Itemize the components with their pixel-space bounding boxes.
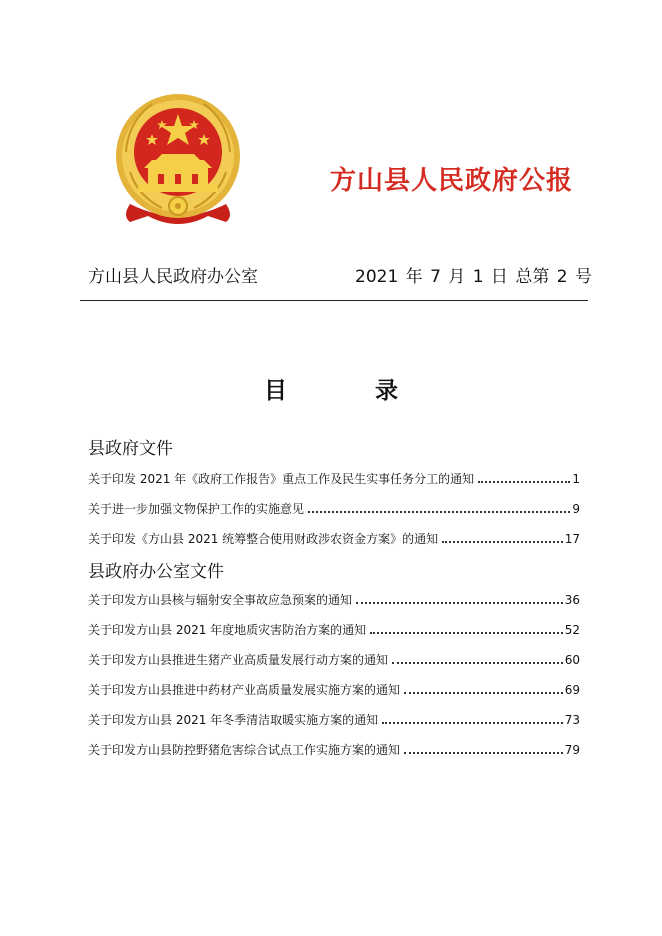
section-heading: 县政府办公室文件 <box>88 562 224 582</box>
toc-entry-title: 关于印发方山县核与辐射安全事故应急预案的通知 <box>88 593 353 607</box>
toc-entry-page: 1 <box>572 472 580 486</box>
toc-entry-page: 9 <box>572 502 580 516</box>
toc-entry[interactable] <box>88 500 580 518</box>
toc-entry-title: 关于印发 2021 年《政府工作报告》重点工作及民生实事任务分工的通知 <box>88 472 475 486</box>
dot-leader <box>308 511 570 513</box>
section-heading: 县政府文件 <box>88 439 173 459</box>
toc-entry[interactable] <box>88 711 580 729</box>
dot-leader <box>370 632 563 634</box>
dot-leader <box>404 692 563 694</box>
toc-entry-title: 关于印发方山县防控野猪危害综合试点工作实施方案的通知 <box>88 743 401 757</box>
dot-leader <box>392 662 563 664</box>
header-divider <box>80 300 588 301</box>
toc-entry-page: 36 <box>564 593 580 607</box>
toc-entry-page: 60 <box>564 653 580 667</box>
toc-entry[interactable] <box>88 741 580 759</box>
dot-leader <box>356 602 563 604</box>
toc-entry-title: 关于印发方山县推进生猪产业高质量发展行动方案的通知 <box>88 653 389 667</box>
toc-entry-title: 关于印发方山县 2021 年度地质灾害防治方案的通知 <box>88 623 367 637</box>
dot-leader <box>382 722 563 724</box>
issue-date-number: 2021 年 7 月 1 日 总第 2 号 <box>355 267 592 287</box>
dot-leader <box>478 481 570 483</box>
toc-entry-title: 关于印发方山县 2021 年冬季清洁取暖实施方案的通知 <box>88 713 379 727</box>
gazette-title: 方山县人民政府公报 <box>330 166 574 196</box>
toc-entry[interactable] <box>88 470 580 488</box>
toc-entry[interactable] <box>88 530 580 548</box>
dot-leader <box>442 541 563 543</box>
toc-entry-page: 69 <box>564 683 580 697</box>
toc-entry[interactable] <box>88 621 580 639</box>
toc-entry[interactable] <box>88 681 580 699</box>
issuer-name: 方山县人民政府办公室 <box>88 267 258 287</box>
toc-entry-title: 关于印发《方山县 2021 统筹整合使用财政涉农资金方案》的通知 <box>88 532 439 546</box>
toc-entry[interactable] <box>88 651 580 669</box>
toc-entry-page: 17 <box>564 532 580 546</box>
toc-entry[interactable] <box>88 591 580 609</box>
toc-entry-title: 关于印发方山县推进中药材产业高质量发展实施方案的通知 <box>88 683 401 697</box>
national-emblem-icon <box>108 92 248 234</box>
toc-title: 目录 <box>264 377 486 404</box>
toc-entry-page: 52 <box>564 623 580 637</box>
toc-entry-page: 73 <box>564 713 580 727</box>
toc-entry-title: 关于进一步加强文物保护工作的实施意见 <box>88 502 305 516</box>
dot-leader <box>404 752 563 754</box>
toc-entry-page: 79 <box>564 743 580 757</box>
